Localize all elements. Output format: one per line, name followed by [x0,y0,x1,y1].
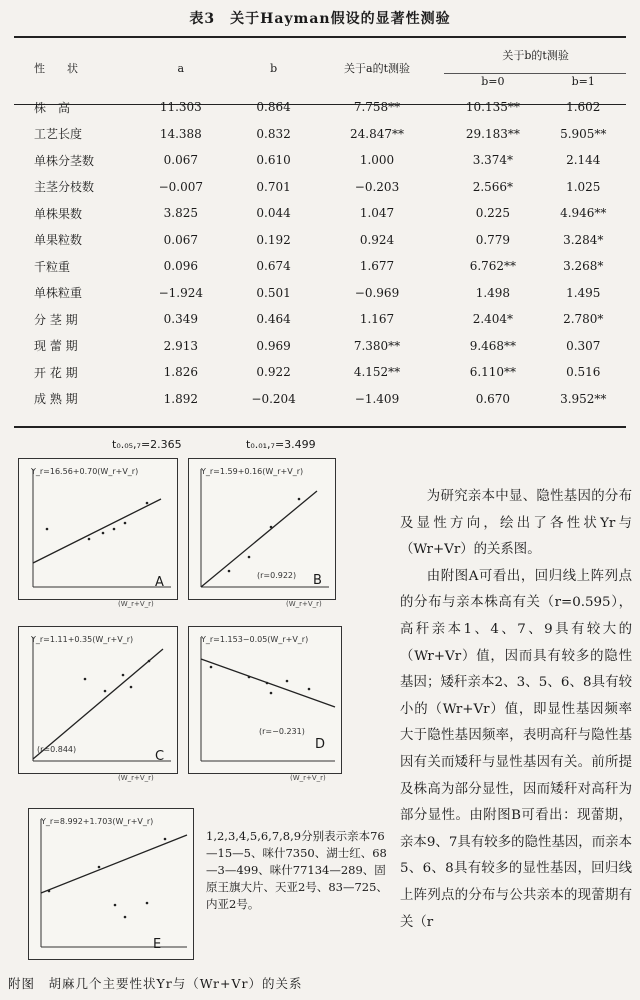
table-top-rule [14,36,626,38]
trait-name: 成 熟 期 [34,392,78,407]
table-cell: −0.007 [158,179,204,194]
trait-name: 株 高 [34,100,71,115]
figure-d [188,626,342,774]
figure-a-plot [19,459,177,599]
table-cell: 0.516 [566,365,601,380]
table-cell: 0.192 [256,232,291,247]
table-cell: 5.905** [560,126,607,141]
figure-e-point [124,916,127,919]
body-text [400,484,632,936]
table-cell: 0.096 [163,259,198,274]
table-cell: 7.758** [353,100,401,115]
table-cell: 1.892 [163,391,198,406]
figure-caption: 附图 胡麻几个主要性状Yr与（Wr+Vr）的关系 [8,976,303,991]
figure-e-point [48,890,51,893]
figure-b-equation: Y_r=1.59+0.16(W_r+V_r) [201,467,304,476]
figure-a-regression-line [33,499,161,563]
figure-e-plot [29,809,193,959]
table-cell: 0.349 [163,312,198,327]
figure-e-point [146,902,149,905]
table-cell: 1.602 [566,100,601,115]
figure-a [18,458,178,600]
figure-a-equation: Y_r=16.56+0.70(W_r+V_r) [31,467,139,476]
figure-c-xaxis-label: (W_r+V_r) [118,774,154,782]
table-cell: −0.203 [354,179,400,194]
trait-name: 单株分茎数 [34,153,95,168]
figure-e-point [98,866,101,869]
table-cell: 0.307 [566,338,601,353]
figure-a-point [102,532,105,535]
figure-a-point [113,528,116,531]
figure-b-label: B [313,573,322,588]
figure-e-point [114,904,117,907]
table-row [14,359,626,386]
table-cell: 0.701 [256,179,291,194]
table-cell: −1.409 [354,391,400,406]
trait-name: 单果粒数 [34,233,83,248]
table-cell: 0.924 [359,232,395,247]
table-cell: 0.067 [163,232,198,247]
figure-e-regression-line [41,835,187,893]
table-cell: 3.374* [472,153,514,168]
table-cell: 1.167 [359,312,395,327]
figure-e [28,808,194,960]
table-cell: −0.204 [251,391,296,406]
figure-legend: 1,2,3,4,5,6,7,8,9分别表示亲本76—15—5、咪什7350、湖士红、68—3—499、咪什77134—289、固原王旗大片、天亚2号、83—725、内亚2号。 [206,829,388,911]
table-cell: 1.047 [359,206,395,221]
t-value-005: t₀.₀₅,₇=2.365 [112,438,182,451]
table-cell: 0.225 [475,206,511,221]
table-row [14,94,626,121]
trait-name: 开 花 期 [34,365,78,380]
table-cell: 1.000 [359,153,395,168]
figure-d-r: (r=−0.231) [259,727,305,736]
body-paragraph-2: 由附图A可看出，回归线上阵列点的分布与亲本株高有关（r=0.595），高秆亲本1、4、7、9具有较大的（Wr+Vr）值，因而具有较多的隐性基因；矮秆亲本2、3、5、6、8具有较小的（Wr+Vr）值，即显性基因频率大于隐性基因频率，表明高秆与隐性基因有关而矮秆与显性基因有关。前所提及株高为部分显性，因而矮秆对高秆为部分显性。由附图B可看出：现蕾期，亲本9、7具有较多的隐性基因，而亲本5、6、8具有较多的显性基因，回归线上阵列点的分布与公共亲本的现蕾期有关（r [400,568,632,930]
table-row [14,280,626,307]
table-row [14,174,626,201]
table-cell: 0.674 [256,259,291,274]
table-row [14,147,626,174]
significance-table [14,42,626,412]
table-cell: 2.404* [472,312,514,327]
table-cell: 2.913 [163,338,198,353]
figure-c-regression-line [33,649,163,759]
figure-e-label: E [153,937,162,952]
figure-d-point [286,680,289,683]
figure-b-point [228,570,231,573]
figure-b-point [248,556,251,559]
figure-c-label: C [155,749,165,764]
header-a: a [177,61,185,75]
table-bottom-rule [14,426,626,428]
table-cell: 1.826 [163,365,198,380]
figure-d-label: D [315,737,326,752]
table-cell: 1.498 [475,285,511,300]
figure-c-equation: Y_r=1.11+0.35(W_r+V_r) [31,635,134,644]
table-cell: 1.025 [566,179,601,194]
table-cell: 0.670 [475,391,511,406]
figure-a-point [124,522,127,525]
figure-b-point [298,498,301,501]
header-b0: b=0 [481,74,505,88]
table-cell: 7.380** [353,338,401,353]
header-t-a: 关于a的t测验 [344,62,410,75]
trait-name: 单株粒重 [34,286,83,301]
table-row [14,333,626,360]
table-cell: −1.924 [158,285,204,300]
table-cell: 3.268* [563,259,604,274]
trait-name: 主茎分枝数 [34,180,95,195]
table-row [14,306,626,333]
table-row [14,227,626,254]
table-cell: 0.969 [256,338,291,353]
figure-a-point [46,528,49,531]
figure-c [18,626,178,774]
table-cell: 0.922 [256,365,291,380]
table-cell: 11.303 [159,100,202,115]
figure-b-xaxis-label: (W_r+V_r) [286,600,322,608]
figure-c-point [104,690,107,693]
table-cell: 3.284* [563,232,604,247]
table-cell: 3.952** [560,391,607,406]
figure-b [188,458,336,600]
table-title: 表3 关于Hayman假设的显著性测验 [189,11,451,27]
header-t-b: 关于b的t测验 [502,49,569,62]
table-cell: 0.044 [256,206,291,221]
figure-d-point [270,692,273,695]
table-cell: 24.847** [350,126,404,141]
table-cell: 4.946** [560,206,607,221]
trait-name: 现 蕾 期 [34,339,78,354]
figure-d-equation: Y_r=1.153−0.05(W_r+V_r) [201,635,309,644]
table-cell: 0.864 [256,100,291,115]
table-cell: 6.110** [469,365,517,380]
trait-name: 千粒重 [34,259,71,274]
trait-name: 分 茎 期 [34,312,78,327]
table-cell: 0.610 [256,153,291,168]
trait-name: 单株果数 [34,206,83,221]
table-cell: 0.832 [256,126,291,141]
figure-e-point [164,838,167,841]
figure-b-r: (r=0.922) [257,571,297,580]
table-cell: 1.495 [566,285,601,300]
table-cell: 0.501 [256,285,291,300]
header-b: b [270,61,278,75]
table-cell: 0.464 [256,312,291,327]
table-cell: 14.388 [159,126,202,141]
table-cell: 2.566* [472,179,514,194]
table-row [14,121,626,148]
body-paragraph-1: 为研究亲本中显、隐性基因的分布及显性方向，绘出了各性状Yr与（Wr+Vr）的关系图。 [400,489,632,558]
figure-c-point [130,686,133,689]
figure-e-equation: Y_r=8.992+1.703(W_r+V_r) [41,817,154,826]
table-cell: 0.067 [163,153,198,168]
header-b1: b=1 [571,74,595,88]
figure-a-label: A [155,575,164,590]
figure-d-point [248,676,251,679]
table-row [14,253,626,280]
table-cell: 0.779 [475,232,511,247]
figure-c-point [122,674,125,677]
table-cell: −0.969 [354,285,400,300]
figure-d-xaxis-label: (W_r+V_r) [290,774,326,782]
table-row [14,386,626,413]
figure-b-point [270,526,273,529]
table-cell: 2.780* [563,312,604,327]
table-row [14,200,626,227]
table-cell: 3.825 [163,206,198,221]
figure-a-point [88,538,91,541]
table-cell: 2.144 [566,153,601,168]
table-cell: 9.468** [469,338,517,353]
figure-d-point [308,688,311,691]
figure-c-r: (r=0.844) [37,745,77,754]
t-value-001: t₀.₀₁,₇=3.499 [246,438,316,451]
table-cell: 10.135** [465,100,520,115]
header-trait: 性 状 [34,62,78,75]
table-cell: 29.183** [465,126,520,141]
figure-a-point [146,502,149,505]
table-cell: 4.152** [353,365,401,380]
figure-d-point [266,682,269,685]
trait-name: 工艺长度 [34,127,83,142]
figure-c-point [148,660,151,663]
figure-a-xaxis-label: (W_r+V_r) [118,600,154,608]
table-cell: 6.762** [469,259,517,274]
figure-c-point [84,678,87,681]
table-cell: 1.677 [359,259,395,274]
figure-d-point [210,666,213,669]
